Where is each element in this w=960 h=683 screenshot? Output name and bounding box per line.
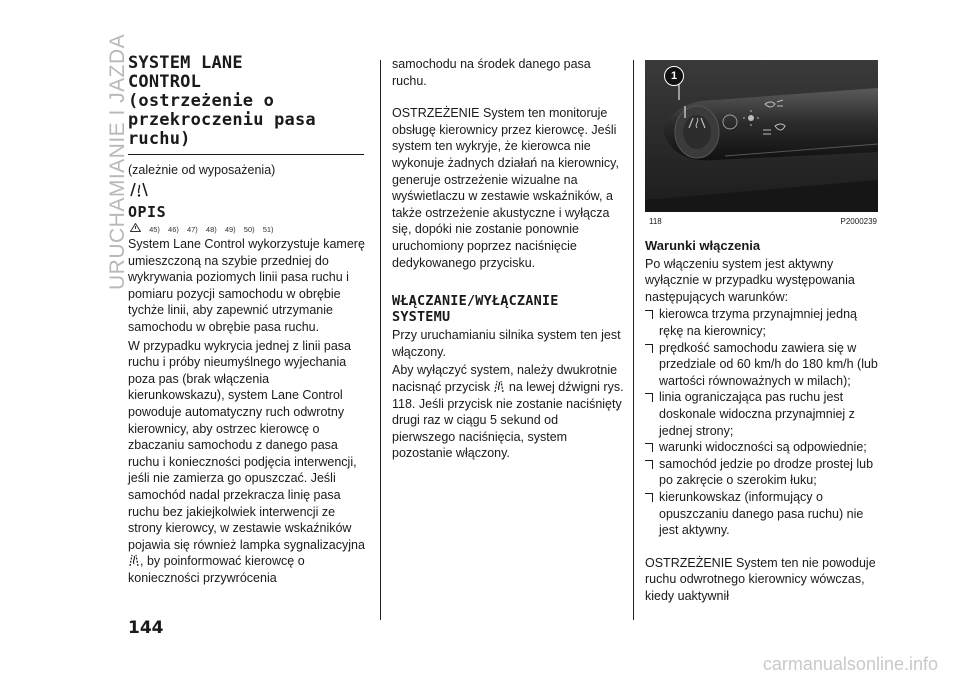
title-underline: [128, 154, 364, 155]
reference-number: 51): [262, 225, 274, 234]
right-column: [645, 238, 881, 604]
column-divider-1: [380, 60, 381, 620]
page-title: [128, 54, 368, 149]
lane-warning-lamp-icon: [128, 553, 140, 567]
title-line: CONTROL: [128, 72, 202, 92]
paragraph-text: W przypadku wykrycia jednej z linii pasa ruchu i próby nieumyślnego wyjechania poza pas (brak włączenia kierunkowskazu), system Lane Control powoduje automatyczny ruch odwrotny kierownicy, aby ostrzec kierowcę o zbaczaniu samochodu z danego pasa ruchu i konieczności podjęcia interwencji, jeśli nie zamierza go opuszczać. Jeśli samochód nadal przekracza linię pasa ruchu bez jakiejkolwiek interwencji ze strony kierowcy, w zestawie wskaźników pojawia się również lampka sygnalizacyjna: [128, 338, 365, 552]
title-line: SYSTEM LANE: [128, 53, 243, 73]
availability-note: (zależnie od wyposażenia): [128, 163, 276, 177]
lane-control-button-icon: [493, 379, 505, 393]
bullet-icon: [645, 443, 653, 452]
list-item: [645, 306, 881, 339]
bullet-icon: [645, 393, 653, 402]
title-line: przekroczeniu pasa: [128, 110, 316, 130]
list-item: [645, 456, 881, 489]
list-item-text: linia ograniczająca pas ruchu jest doskonale widoczna przynajmniej z jednej strony;: [659, 390, 855, 438]
warning-paragraph: OSTRZEŻENIE System ten nie powoduje ruchu odwrotnego kierownicy wówczas, kiedy uaktywnił: [645, 555, 876, 603]
heading-line: SYSTEMU: [392, 309, 451, 326]
paragraph: System Lane Control wykorzystuje kamerę umieszczoną na szybie przedniej do wykrywania poziomych linii pasa ruchu i pomiaru pozycji samochodu w obrębie tychże linii, aby zapewnić utrzymanie samochodu w obrębie pasa ruchu.: [128, 237, 365, 334]
subheading-conditions: Warunki włączenia: [645, 238, 761, 253]
list-item: [645, 389, 881, 439]
list-item-text: kierowca trzyma przynajmniej jedną rękę na kierownicy;: [659, 307, 857, 338]
list-item: [645, 489, 881, 539]
warning-paragraph: OSTRZEŻENIE System ten monitoruje obsługę kierownicy przez kierowcę. Jeśli system ten wykryje, że kierowca nie wykonuje żadnych działań na kierownicy, generuje ostrzeżenie wizualne na wyświetlaczu w zestawie wskaźników, a także ostrzeżenie akustyczne i wyłącza się, dopóki nie zostanie ponownie uruchomiony poprzez naciśnięcie dedykowanego przycisku.: [392, 106, 619, 270]
list-item-text: prędkość samochodu zawiera się w przedziale od 60 km/h do 180 km/h (lub wartości równoważnych w milach);: [659, 340, 878, 388]
list-item-text: warunki widoczności są odpowiednie;: [659, 440, 867, 455]
paragraph-text: Aby wyłączyć system, należy dwukrotnie nacisnąć przycisk: [392, 363, 618, 394]
reference-number: 45): [149, 225, 160, 234]
section-side-label: [80, 33, 129, 290]
figure-code: P2000239: [840, 217, 877, 226]
section-heading-opis: OPIS: [128, 203, 167, 221]
bullet-icon: [645, 344, 653, 353]
section-heading-toggle: [392, 293, 624, 325]
list-item: [645, 439, 881, 456]
section-side-label-text: URUCHAMIANIE I JAZDA: [106, 33, 129, 290]
bullet-icon: [645, 310, 653, 319]
reference-list: [130, 223, 280, 234]
reference-number: 47): [186, 225, 198, 234]
list-item-text: samochód jedzie po drodze prostej lub po zakręcie o szerokim łuku;: [659, 456, 874, 488]
paragraph-text: na lewej dźwigni rys. 118. Jeśli przycisk nie zostanie naciśnięty drugi raz w ciągu 5 sekund od pierwszego naciśnięcia, system pozostanie włączony.: [392, 379, 624, 461]
bullet-icon: [645, 493, 653, 502]
paragraph: samochodu na środek danego pasa ruchu.: [392, 57, 591, 88]
left-body: [128, 236, 366, 586]
figure-number: 118: [649, 217, 662, 226]
title-line: ruchu): [128, 129, 191, 149]
reference-number: 50): [243, 225, 255, 234]
title-line: (ostrzeżenie o: [128, 91, 275, 111]
column-divider-2: [633, 60, 634, 620]
list-item: [645, 340, 881, 390]
reference-number: 49): [224, 225, 236, 234]
paragraph: Po włączeniu system jest aktywny wyłącznie w przypadku występowania następujących warunków:: [645, 256, 855, 304]
warning-triangle-icon: [130, 223, 141, 234]
middle-column: [392, 56, 624, 462]
lane-control-symbol-icon: [128, 180, 150, 198]
watermark: carmanualsonline.info: [762, 654, 938, 674]
heading-line: WŁĄCZANIE/WYŁĄCZANIE: [392, 293, 559, 310]
list-item-text: kierunkowskaz (informujący o opuszczaniu danego pasa ruchu) nie jest aktywny.: [659, 489, 864, 538]
figure-callout-badge: [664, 66, 684, 86]
figure-callout-number: 1: [670, 70, 678, 82]
bullet-icon: [645, 460, 653, 469]
page-number: 144: [128, 618, 164, 638]
paragraph: [392, 362, 624, 462]
paragraph: [128, 338, 366, 587]
paragraph-text: , by poinformować kierowcę o konieczności przywrócenia: [128, 554, 305, 585]
reference-number: 46): [168, 225, 179, 234]
paragraph: Przy uruchamianiu silnika system ten jest włączony.: [392, 328, 621, 359]
reference-number: 48): [205, 225, 217, 234]
conditions-list: [645, 306, 881, 538]
